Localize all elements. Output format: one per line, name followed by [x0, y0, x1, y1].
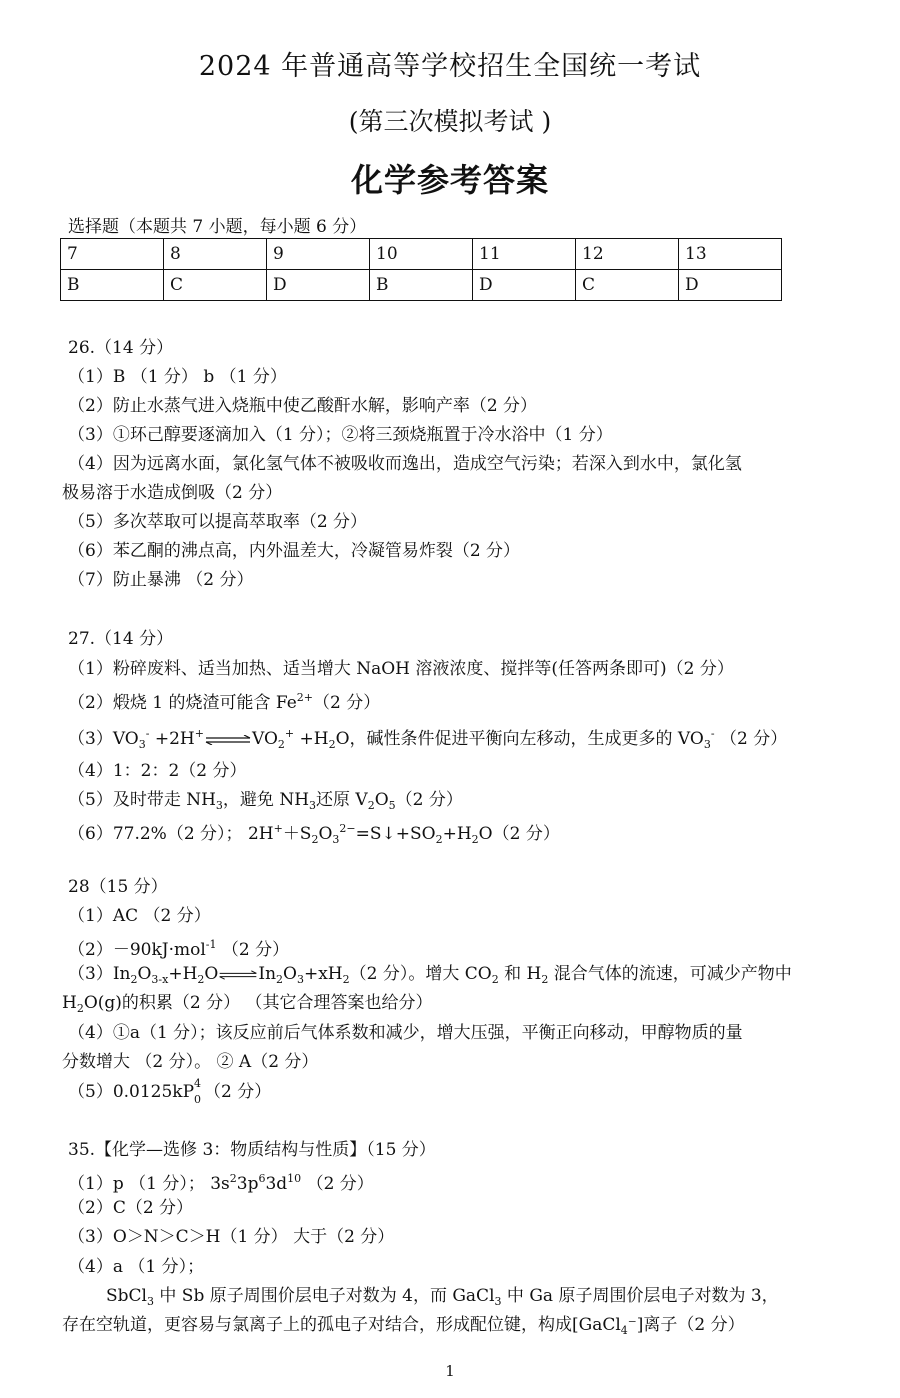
q26-answer-3: （3）①环己醇要逐滴加入（1 分）；②将三颈烧瓶置于冷水浴中（1 分） [68, 425, 613, 445]
subscript: 2 [541, 973, 549, 986]
subscript: 2 [276, 973, 284, 986]
question-number-cell: 11 [473, 239, 576, 270]
subscript: 2 [435, 833, 443, 846]
text-segment: +H [442, 824, 472, 844]
subscript: 2 [130, 973, 138, 986]
superscript: - [710, 727, 715, 740]
text-segment: O [283, 964, 297, 984]
q26-answer-7: （7）防止暴沸 （2 分） [68, 570, 254, 590]
superscript: + [284, 727, 295, 740]
superscript: 6 [258, 1172, 266, 1185]
text-segment: O [318, 824, 333, 844]
q27-answer-2 [68, 686, 380, 715]
q27-heading: 27.（14 分） [68, 629, 174, 649]
exam-title: 2024 年普通高等学校招生全国统一考试 [198, 51, 702, 82]
text-segment: （5）0.0125kP [68, 1082, 195, 1102]
text-segment: 中 Ga 原子周围价层电子对数为 3， [501, 1286, 779, 1306]
q26-heading: 26.（14 分） [68, 338, 174, 358]
text-segment: （5）及时带走 NH [68, 790, 216, 810]
text-segment: O，碱性条件促进平衡向左移动，生成更多的 VO [335, 729, 704, 749]
text-segment: VO [251, 729, 278, 749]
text-segment: O [137, 964, 152, 984]
text-segment: （1）p （1 分）； 3s [68, 1174, 230, 1194]
subscript: 2 [328, 738, 336, 751]
q27-answer-3 [68, 722, 787, 757]
question-number-cell: 9 [267, 239, 370, 270]
text-segment: ＋S [282, 824, 312, 844]
question-number-cell: 8 [164, 239, 267, 270]
q35-answer-3: （3）O＞N＞C＞H（1 分） 大于（2 分） [68, 1227, 395, 1247]
text-segment: （2 分） [714, 729, 788, 749]
q35-answer-2: （2）C（2 分） [68, 1198, 194, 1218]
q26-answer-2: （2）防止水蒸气进入烧瓶中使乙酸酐水解，影响产率（2 分） [68, 396, 538, 416]
subscript: 3 [146, 1295, 154, 1308]
subscript: 2 [76, 1002, 84, 1015]
text-segment: 3p [236, 1174, 259, 1194]
sub-sup-stack [194, 1077, 204, 1106]
text-segment: 和 H [498, 964, 542, 984]
text-segment: O [204, 964, 219, 984]
multiple-choice-label: 选择题（本题共 7 小题，每小题 6 分） [68, 217, 367, 237]
text-segment: +2H [149, 729, 195, 749]
q28-answer-2 [68, 933, 289, 962]
subscript: 4 [620, 1324, 628, 1337]
text-segment: 中 Sb 原子周围价层电子对数为 4，而 GaCl [153, 1286, 495, 1306]
text-segment: O（2 分） [478, 824, 560, 844]
text-segment: In [258, 964, 277, 984]
page-number: 1 [445, 1362, 455, 1380]
question-number-cell: 13 [679, 239, 782, 270]
q27-answer-2-text: （2）煅烧 1 的烧渣可能含 Fe [68, 693, 297, 713]
q35-answer-1 [68, 1167, 374, 1196]
q35-heading: 35.【化学—选修 3：物质结构与性质】（15 分） [68, 1140, 436, 1160]
q28-answer-3-line2 [62, 991, 433, 1021]
answer-cell: D [679, 270, 782, 301]
superscript: + [194, 727, 204, 740]
subscript: 3 [332, 833, 340, 846]
subscript: 3 [309, 799, 317, 812]
text-segment: （2）－90kJ·mol [68, 940, 206, 960]
text-segment: （2 分） [301, 1174, 374, 1194]
subscript: 3 [703, 738, 711, 751]
equilibrium-arrow-icon [218, 970, 258, 980]
text-segment: （2 分） [216, 940, 290, 960]
answer-cell: C [576, 270, 679, 301]
answer-row [61, 270, 782, 301]
text-segment: 3d [265, 1174, 288, 1194]
subscript: 2 [491, 973, 499, 986]
answer-cell: D [267, 270, 370, 301]
superscript: 4 [194, 1077, 202, 1090]
subscript: 3 [494, 1295, 502, 1308]
text-segment: （2 分） [204, 1082, 272, 1102]
text-segment: （6）77.2%（2 分）； 2H [68, 824, 274, 844]
text-segment: 存在空轨道，更容易与氯离子上的孤电子对结合，形成配位键，构成[GaCl [62, 1315, 621, 1335]
q26-answer-4-line2: 极易溶于水造成倒吸（2 分） [62, 483, 283, 503]
text-segment: H [62, 993, 77, 1013]
text-segment: =S↓+SO [355, 824, 436, 844]
q27-answer-1: （1）粉碎废料、适当加热、适当增大 NaOH 溶液浓度、搅拌等(任答两条即可)（2 分） [68, 659, 734, 679]
text-segment: ⁻]离子（2 分） [627, 1315, 745, 1335]
q35-answer-4: （4）a （1 分）； [68, 1257, 205, 1277]
subscript: 2 [367, 799, 375, 812]
superscript: 2+ [296, 691, 313, 704]
text-segment: +H [168, 964, 198, 984]
q26-answer-1: （1）B （1 分） b （1 分） [68, 367, 287, 387]
q28-heading: 28（15 分） [68, 877, 168, 897]
subscript: 3 [296, 973, 304, 986]
exam-subtitle: (第三次模拟考试 ) [348, 107, 552, 136]
text-segment: （3）VO [68, 729, 139, 749]
subscript: 3-x [151, 973, 169, 986]
subscript: 3 [138, 738, 146, 751]
q35-explanation-line2 [62, 1313, 745, 1343]
text-segment: O [374, 790, 389, 810]
q28-answer-5 [68, 1077, 272, 1106]
subscript: 2 [311, 833, 319, 846]
answer-cell: D [473, 270, 576, 301]
answer-cell: B [61, 270, 164, 301]
text-segment: +xH [303, 964, 343, 984]
subscript: 5 [388, 799, 396, 812]
text-segment: ，避免 NH [222, 790, 310, 810]
q26-answer-5: （5）多次萃取可以提高萃取率（2 分） [68, 512, 368, 532]
question-number-cell: 7 [61, 239, 164, 270]
subscript: 2 [471, 833, 479, 846]
superscript: 2− [339, 822, 356, 835]
text-segment: +H [294, 729, 329, 749]
q28-answer-3-line1 [68, 962, 792, 992]
superscript: - [145, 727, 150, 740]
answer-cell: C [164, 270, 267, 301]
q27-answer-6 [68, 817, 560, 852]
text-segment: （2 分） [395, 790, 463, 810]
text-segment: （3）In [68, 964, 131, 984]
q28-answer-1: （1）AC （2 分） [68, 906, 211, 926]
q26-answer-4-line1: （4）因为远离水面，氯化氢气体不被吸收而逸出，造成空气污染；若深入到水中，氯化氢 [68, 454, 742, 474]
q27-answer-5 [68, 788, 463, 818]
subscript: 3 [215, 799, 223, 812]
subscript: 0 [194, 1093, 202, 1106]
question-number-cell: 10 [370, 239, 473, 270]
question-number-cell: 12 [576, 239, 679, 270]
equilibrium-arrow-icon [204, 735, 252, 745]
multiple-choice-table [60, 238, 782, 301]
question-number-row [61, 239, 782, 270]
q28-answer-4-line2: 分数增大 （2 分）。 ② A（2 分） [62, 1052, 319, 1072]
q27-answer-2-tail: （2 分） [313, 693, 381, 713]
q26-answer-6: （6）苯乙酮的沸点高，内外温差大，冷凝管易炸裂（2 分） [68, 541, 521, 561]
answer-cell: B [370, 270, 473, 301]
q27-answer-4: （4）1：2：2（2 分） [68, 761, 247, 781]
text-segment: 还原 V [316, 790, 368, 810]
superscript: 10 [287, 1172, 302, 1185]
text-segment: 混合气体的流速，可减少产物中 [548, 964, 792, 984]
subscript: 2 [277, 738, 285, 751]
subscript: 2 [197, 973, 205, 986]
q35-explanation-line1 [106, 1284, 779, 1314]
superscript: + [273, 822, 283, 835]
document-heading: 化学参考答案 [350, 161, 549, 199]
superscript: -1 [205, 938, 217, 951]
q28-answer-4-line1: （4）①a（1 分）；该反应前后气体系数和减少，增大压强，平衡正向移动，甲醇物质的量 [68, 1023, 743, 1043]
superscript: 2 [229, 1172, 237, 1185]
text-segment: O(g)的积累（2 分） （其它合理答案也给分） [83, 993, 433, 1013]
text-segment: SbCl [106, 1286, 147, 1306]
text-segment: （2 分）。增大 CO [349, 964, 492, 984]
subscript: 2 [342, 973, 350, 986]
